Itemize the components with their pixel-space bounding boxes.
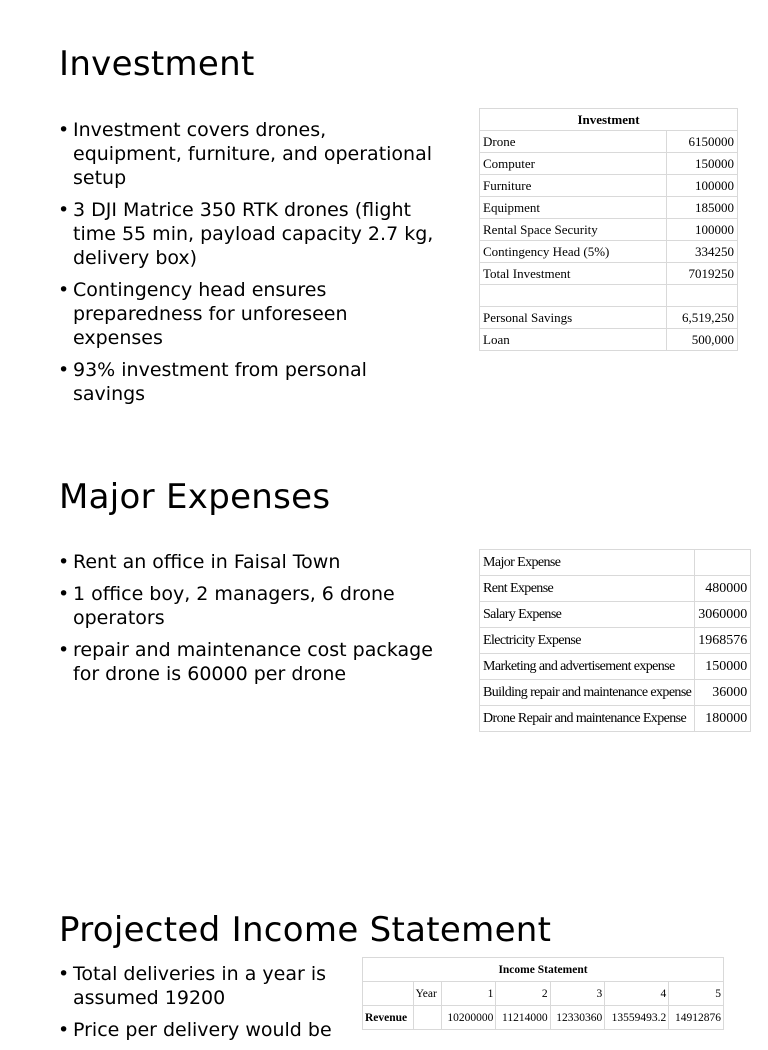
expenses-table-row	[480, 628, 751, 654]
expenses-bullet-3: • repair and maintenance cost package for drone is 60000 per drone	[58, 638, 453, 686]
expenses-row-label: Rent Expense	[480, 576, 695, 602]
expenses-table-header: Major Expense	[480, 550, 695, 576]
expenses-bullet-1: • Rent an office in Faisal Town	[58, 550, 453, 574]
income-revenue-label: Revenue	[363, 1006, 414, 1030]
investment-row-label: Loan	[480, 329, 667, 351]
expenses-row-label: Electricity Expense	[480, 628, 695, 654]
expenses-title: Major Expenses	[59, 477, 331, 517]
expenses-table-row	[480, 602, 751, 628]
investment-title: Investment	[59, 44, 255, 84]
expenses-row-label: Salary Expense	[480, 602, 695, 628]
expenses-table-row	[480, 706, 751, 732]
income-revenue-cell: 11214000	[496, 1006, 550, 1030]
investment-row-label	[480, 285, 667, 307]
investment-row-label: Computer	[480, 153, 667, 175]
expenses-row-label: Marketing and advertisement expense	[480, 654, 695, 680]
income-revenue-cell: 14912876	[669, 1006, 724, 1030]
investment-bullet-2: • 3 DJI Matrice 350 RTK drones (flight time 55 min, payload capacity 2.7 kg, delivery box)	[58, 198, 438, 270]
investment-row-label: Equipment	[480, 197, 667, 219]
investment-row-value: 100000	[667, 219, 738, 241]
expenses-table-row	[480, 680, 751, 706]
income-revenue-row	[363, 1006, 724, 1030]
investment-row-label: Contingency Head (5%)	[480, 241, 667, 263]
investment-table-row	[480, 285, 738, 307]
investment-table	[479, 108, 738, 351]
expenses-table	[479, 549, 751, 732]
investment-row-value: 185000	[667, 197, 738, 219]
expenses-row-value: 180000	[695, 706, 751, 732]
expenses-row-value: 150000	[695, 654, 751, 680]
investment-table-row	[480, 241, 738, 263]
investment-row-label: Total Investment	[480, 263, 667, 285]
investment-row-value: 150000	[667, 153, 738, 175]
income-table-header: Income Statement	[363, 958, 724, 982]
income-year-cell: 4	[605, 982, 669, 1006]
expenses-row-label: Building repair and maintenance expense	[480, 680, 695, 706]
income-revenue-cell: 10200000	[441, 1006, 496, 1030]
investment-row-label: Furniture	[480, 175, 667, 197]
investment-row-value: 100000	[667, 175, 738, 197]
income-year-row-blank	[363, 982, 414, 1006]
investment-row-value: 7019250	[667, 263, 738, 285]
expenses-row-value: 3060000	[695, 602, 751, 628]
investment-bullet-3: • Contingency head ensures preparedness for unforeseen expenses	[58, 278, 438, 350]
investment-table-row	[480, 197, 738, 219]
investment-bullet-4: • 93% investment from personal savings	[58, 358, 438, 406]
income-bullet-1: • Total deliveries in a year is assumed 19200	[58, 962, 348, 1010]
investment-table-row	[480, 329, 738, 351]
investment-table-row	[480, 263, 738, 285]
income-revenue-blank	[413, 1006, 441, 1030]
expenses-row-value: 480000	[695, 576, 751, 602]
investment-row-label: Rental Space Security	[480, 219, 667, 241]
expenses-table-row	[480, 654, 751, 680]
investment-row-value: 6150000	[667, 131, 738, 153]
investment-row-value: 6,519,250	[667, 307, 738, 329]
investment-row-value: 500,000	[667, 329, 738, 351]
income-bullets	[58, 962, 348, 1050]
investment-table-row	[480, 219, 738, 241]
investment-table-row	[480, 153, 738, 175]
income-year-cell: 3	[550, 982, 605, 1006]
income-year-label: Year	[413, 982, 441, 1006]
income-year-cell: 5	[669, 982, 724, 1006]
investment-bullet-1: • Investment covers drones, equipment, furniture, and operational setup	[58, 118, 438, 190]
expenses-table-header-blank	[695, 550, 751, 576]
investment-row-value: 334250	[667, 241, 738, 263]
income-table	[362, 957, 724, 1030]
income-title: Projected Income Statement	[59, 910, 552, 950]
income-revenue-cell: 13559493.2	[605, 1006, 669, 1030]
investment-bullets	[58, 118, 438, 414]
income-revenue-cell: 12330360	[550, 1006, 605, 1030]
investment-row-value	[667, 285, 738, 307]
investment-table-header: Investment	[480, 109, 738, 131]
income-bullet-2: • Price per delivery would be	[58, 1018, 348, 1042]
expenses-row-label: Drone Repair and maintenance Expense	[480, 706, 695, 732]
income-year-cell: 2	[496, 982, 550, 1006]
expenses-row-value: 1968576	[695, 628, 751, 654]
expenses-bullet-2: • 1 office boy, 2 managers, 6 drone operators	[58, 582, 453, 630]
expenses-bullets	[58, 550, 453, 694]
expenses-row-value: 36000	[695, 680, 751, 706]
investment-row-label: Personal Savings	[480, 307, 667, 329]
expenses-table-row	[480, 576, 751, 602]
investment-row-label: Drone	[480, 131, 667, 153]
income-year-cell: 1	[441, 982, 496, 1006]
investment-table-row	[480, 131, 738, 153]
investment-table-row	[480, 307, 738, 329]
income-year-row	[363, 982, 724, 1006]
investment-table-row	[480, 175, 738, 197]
